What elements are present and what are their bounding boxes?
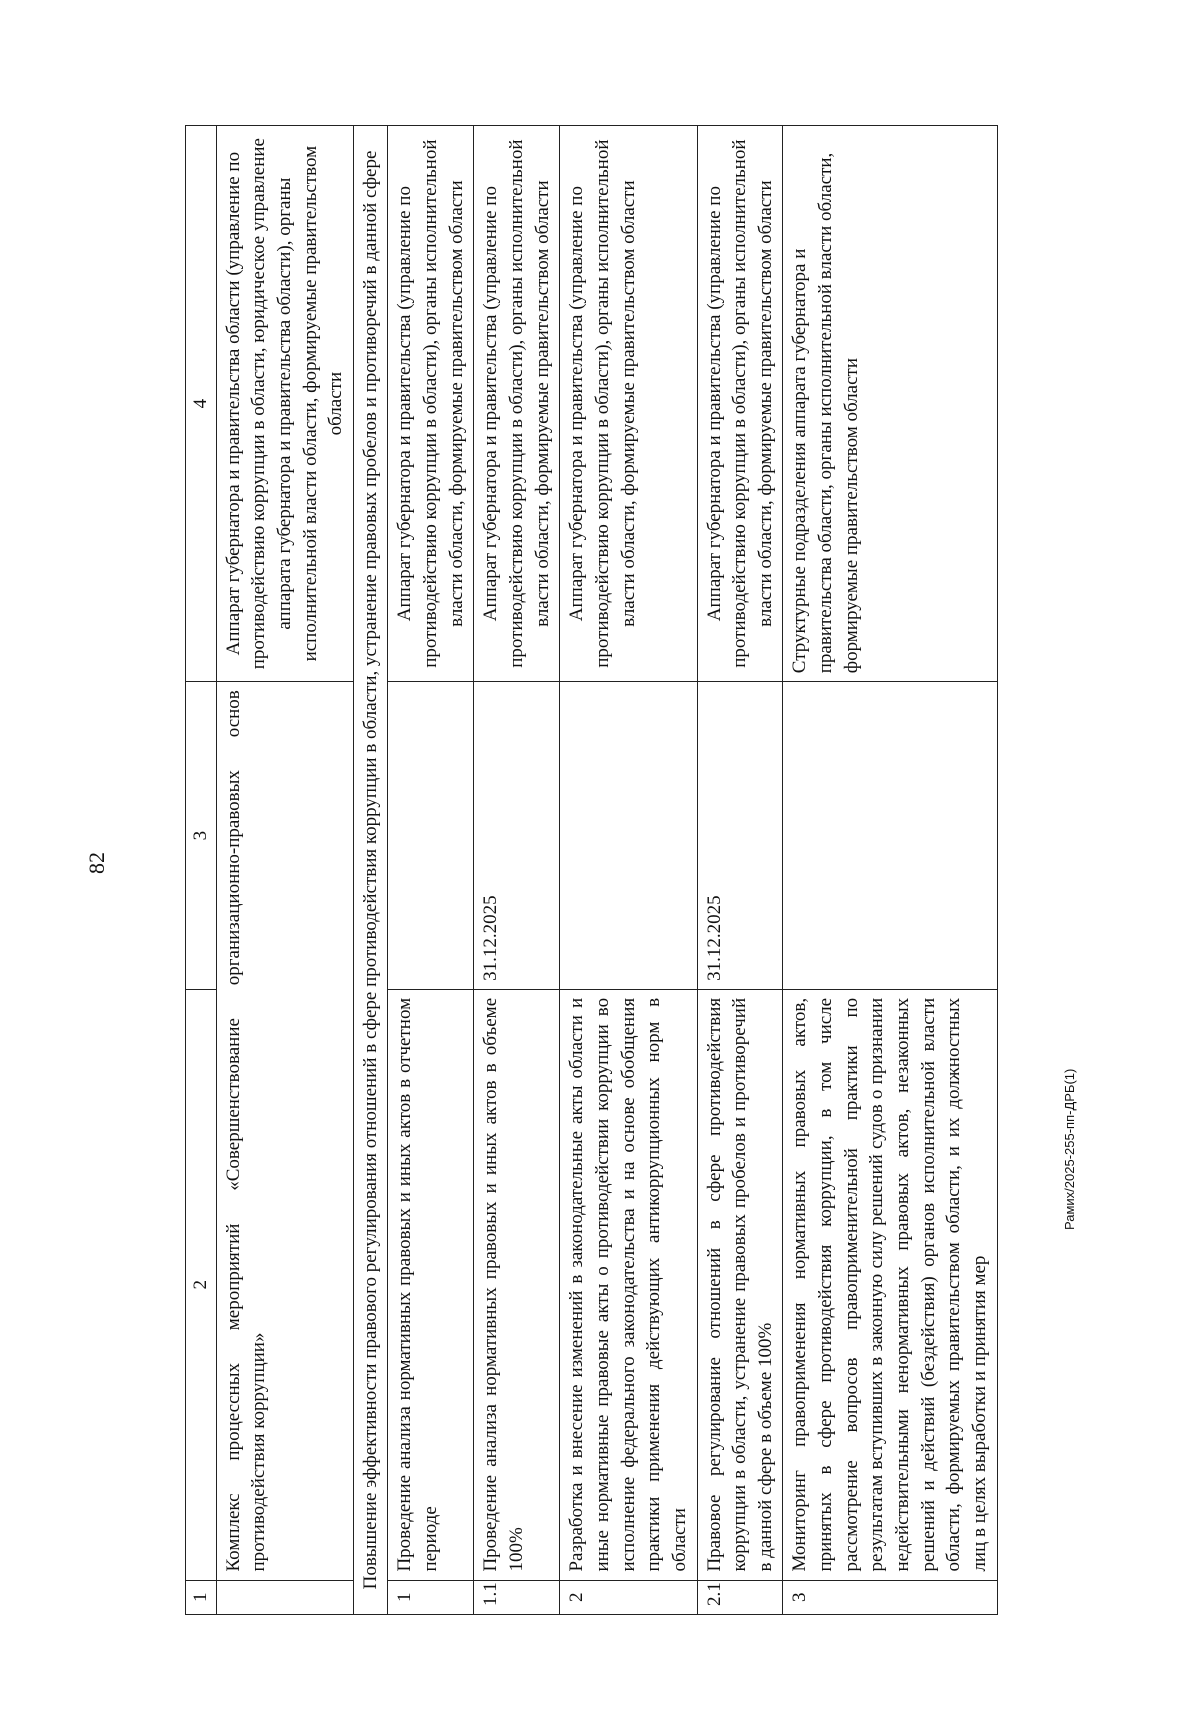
row-num: 2.1 xyxy=(697,1580,783,1614)
task-row xyxy=(353,126,388,1615)
row-responsible: Аппарат губернатора и правительства (управление по противодействию коррупции в области), органы исполнительной власти области, формируемые правительством области xyxy=(474,126,560,682)
row-date xyxy=(783,682,997,990)
row-responsible: Аппарат губернатора и правительства (управление по противодействию коррупции в области), органы исполнительной власти области, формируемые правительством области xyxy=(388,126,474,682)
rotated-table-sheet xyxy=(185,125,1040,1615)
task-text: Повышение эффективности правового регулирования отношений в сфере противодействия коррупции в области, устранение правовых пробелов и противоречий в данной сфере xyxy=(353,126,388,1615)
table-row xyxy=(697,126,783,1615)
footer-document-code: Рамих/2025-255-пп-ДРБ(1) xyxy=(1062,1068,1077,1230)
row-num: 2 xyxy=(560,1580,697,1614)
row-num: 1 xyxy=(388,1580,474,1614)
header-cell-3: 3 xyxy=(186,682,217,990)
row-text: Разработка и внесение изменений в законодательные акты области и иные нормативные правовые акты о противодействии коррупции во исполнение федерального законодательства и на основе обобщения практики применения действующих антикоррупционных норм в области xyxy=(560,989,697,1580)
table-row xyxy=(474,126,560,1615)
table-row xyxy=(783,126,997,1615)
row-num: 3 xyxy=(783,1580,997,1614)
row-responsible: Аппарат губернатора и правительства (управление по противодействию коррупции в области), органы исполнительной власти области, формируемые правительством области xyxy=(560,126,697,682)
measures-table xyxy=(185,125,998,1615)
row-responsible: Аппарат губернатора и правительства (управление по противодействию коррупции в области), органы исполнительной власти области, формируемые правительством области xyxy=(697,126,783,682)
row-text: Проведение анализа нормативных правовых и иных актов в отчетном периоде xyxy=(388,989,474,1580)
complex-num xyxy=(216,1580,353,1614)
complex-responsible: Аппарат губернатора и правительства области (управление по противодействию коррупции в области, юридическое управление аппарата губернатора и правительства области), органы исполнительной власти области, формируемые правительством области xyxy=(216,126,353,682)
table-header-row xyxy=(186,126,217,1615)
row-date: 31.12.2025 xyxy=(697,682,783,990)
header-cell-1: 1 xyxy=(186,1580,217,1614)
header-cell-2: 2 xyxy=(186,989,217,1580)
row-date xyxy=(388,682,474,990)
row-responsible: Структурные подразделения аппарата губернатора и правительства области, органы исполнительной власти области, формируемые правительством области xyxy=(783,126,997,682)
row-text: Правовое регулирование отношений в сфере противодействия коррупции в области, устранение правовых пробелов и противоречий в данной сфере в объеме 100% xyxy=(697,989,783,1580)
row-text: Проведение анализа нормативных правовых и иных актов в объеме 100% xyxy=(474,989,560,1580)
table-row xyxy=(388,126,474,1615)
row-text: Мониторинг правоприменения нормативных правовых актов, принятых в сфере противодействия коррупции, в том числе рассмотрение вопросов правоприменительной практики по результатам вступивших в законную силу решений судов о признании недействительными ненормативных правовых актов, незаконных решений и действий (бездействия) органов исполнительной власти области, формируемых правительством области, и их должностных лиц в целях выработки и принятия мер xyxy=(783,989,997,1580)
row-date xyxy=(560,682,697,990)
page-number: 82 xyxy=(84,852,109,874)
complex-title: Комплекс процессных мероприятий «Совершенствование организационно-правовых основ противодействия коррупции» xyxy=(216,682,353,1580)
header-cell-4: 4 xyxy=(186,126,217,682)
complex-row xyxy=(216,126,353,1615)
row-num: 1.1 xyxy=(474,1580,560,1614)
table-row xyxy=(560,126,697,1615)
row-date: 31.12.2025 xyxy=(474,682,560,990)
